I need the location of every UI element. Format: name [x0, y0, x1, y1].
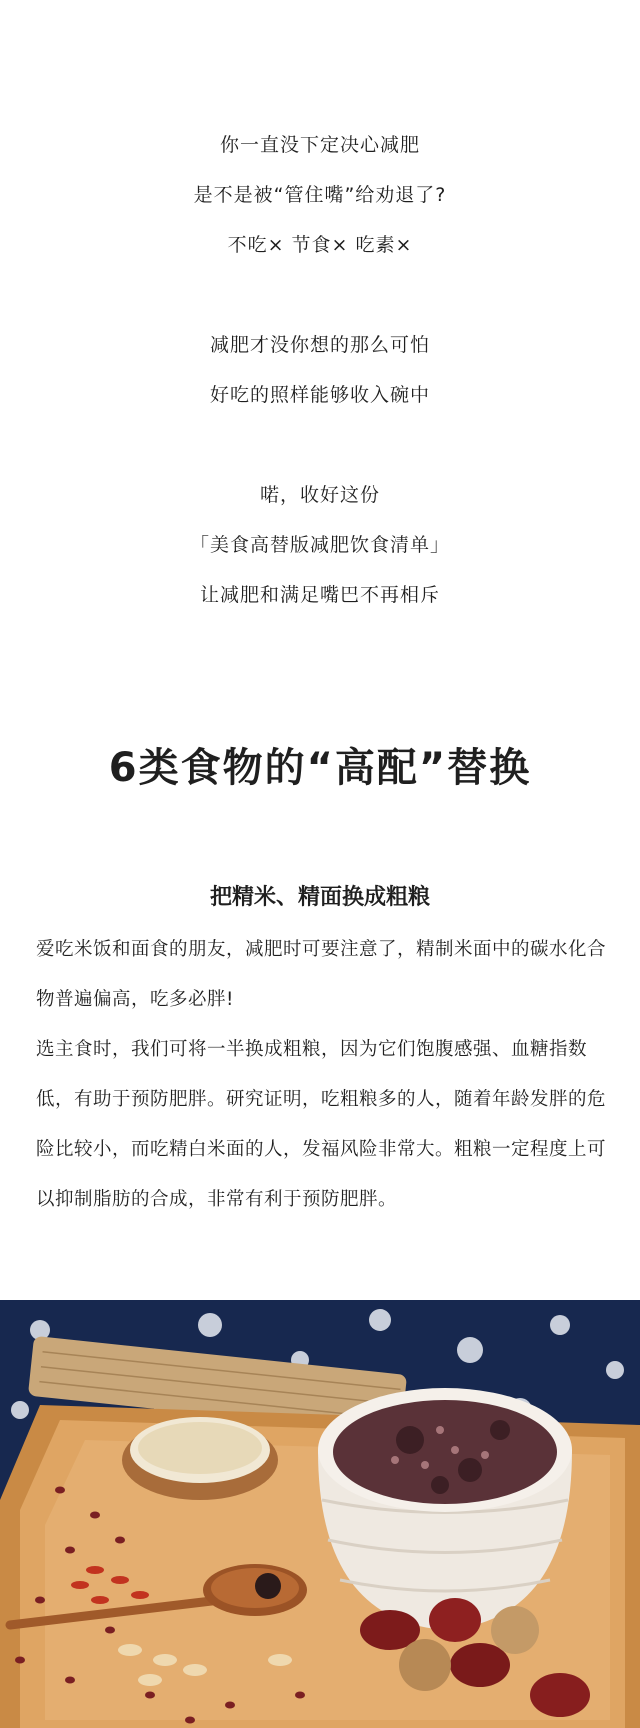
food-photo	[0, 1300, 640, 1728]
intro-group-1	[0, 120, 640, 270]
intro-line: 「美食高替版减肥饮食清单」	[189, 534, 450, 556]
intro-line: 好吃的照样能够收入碗中	[209, 384, 430, 406]
intro-group-3	[0, 470, 640, 620]
body-paragraph: 选主食时，我们可将一半换成粗粮，因为它们饱腹感强、血糖指数低，有助于预防肥胖。研究证明，吃粗粮多的人，随着年龄发胖的危险比较小，而吃精白米面的人，发福风险非常大。粗粮一定程度上可以抑制脂肪的合成，非常有利于预防肥胖。	[36, 1039, 607, 1210]
body-paragraph: 爱吃米饭和面食的朋友，减肥时可要注意了，精制米面中的碳水化合物普遍偏高，吃多必胖!	[36, 939, 607, 1010]
intro-line: 是不是被“管住嘴”给劝退了?	[193, 184, 447, 206]
oat-bowl	[122, 1417, 278, 1500]
intro-group-2	[0, 320, 640, 420]
porridge-illustration	[0, 1300, 640, 1728]
intro-line: 喏，收好这份	[259, 484, 380, 506]
section-title: 把精米、精面换成粗粮	[209, 885, 430, 910]
intro-line: 减肥才没你想的那么可怕	[209, 334, 430, 356]
main-title: 6类食物的“高配”替换	[108, 745, 532, 791]
intro-line: 不吃× 节食× 吃素×	[227, 234, 413, 256]
intro-line: 让减肥和满足嘴巴不再相斥	[199, 584, 440, 606]
section-body	[36, 925, 606, 1225]
intro-line: 你一直没下定决心减肥	[219, 134, 420, 156]
